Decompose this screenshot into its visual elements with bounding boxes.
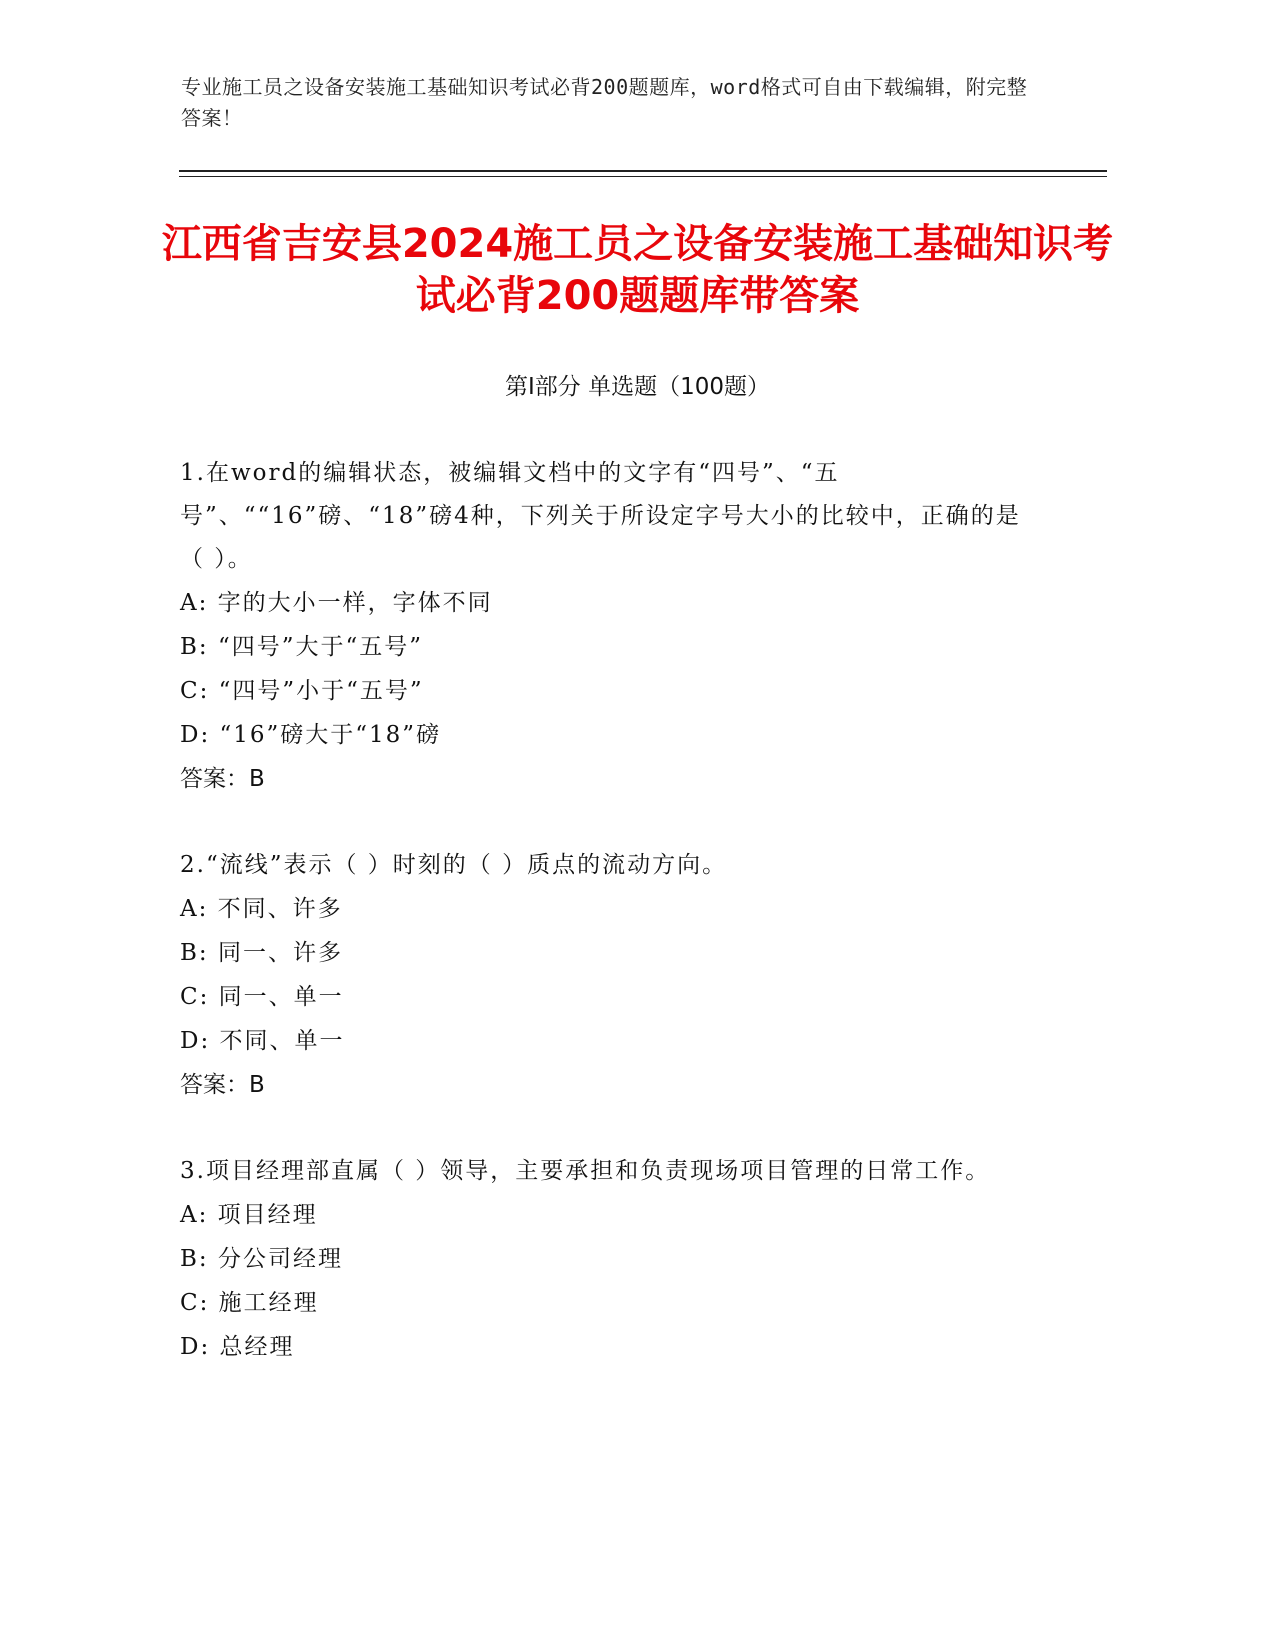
header-rule-thick (179, 170, 1107, 172)
answer-line: 答案：B (180, 766, 265, 792)
question-3 (180, 1150, 1040, 1369)
question-stem: 3.项目经理部直属（ ）领导，主要承担和负责现场项目管理的日常工作。 (180, 1158, 991, 1184)
question-1 (180, 452, 1040, 801)
option-a: A: 字的大小一样，字体不同 (180, 590, 493, 616)
option-c: C: 同一、单一 (180, 984, 344, 1010)
header-rule-thin (179, 176, 1107, 177)
option-a: A: 不同、许多 (180, 896, 343, 922)
option-d: D: 总经理 (180, 1334, 295, 1360)
question-stem: 1.在word的编辑状态，被编辑文档中的文字有“四号”、“五号”、““16”磅、“18”磅4种，下列关于所设定字号大小的比较中，正确的是（ ）。 (180, 460, 1021, 572)
option-c: C: “四号”小于“五号” (180, 678, 424, 704)
answer-line: 答案：B (180, 1072, 265, 1098)
option-a: A: 项目经理 (180, 1202, 318, 1228)
question-stem: 2.“流线”表示（ ）时刻的（ ）质点的流动方向。 (180, 852, 728, 878)
header-note: 专业施工员之设备安装施工基础知识考试必背200题题库，word格式可自由下载编辑，附完整答案！ (181, 75, 1028, 130)
section-title: 第Ⅰ部分 单选题（100题） (505, 374, 770, 400)
option-d: D: 不同、单一 (180, 1028, 345, 1054)
option-b: B: 分公司经理 (180, 1246, 343, 1272)
option-c: C: 施工经理 (180, 1290, 319, 1316)
option-d: D: “16”磅大于“18”磅 (180, 722, 442, 748)
question-2 (180, 844, 1040, 1107)
document-title: 江西省吉安县2024施工员之设备安装施工基础知识考试必背200题题库带答案 (161, 221, 1114, 319)
option-b: B: “四号”大于“五号” (180, 634, 423, 660)
option-b: B: 同一、许多 (180, 940, 343, 966)
question-list (180, 452, 1040, 1412)
